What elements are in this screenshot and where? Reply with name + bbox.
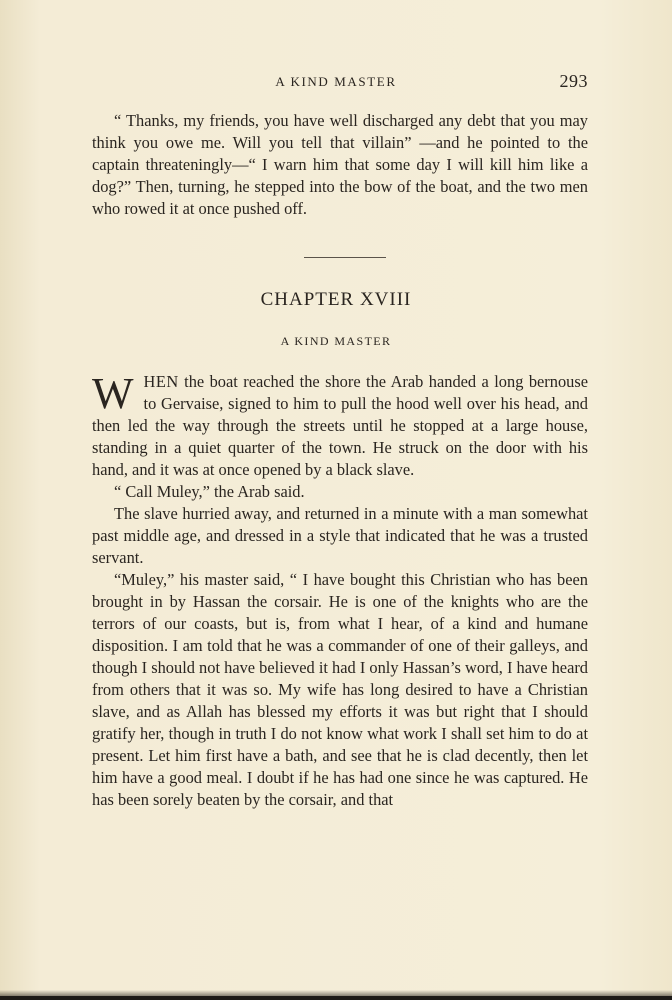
chapter-body — [92, 371, 588, 811]
paragraph: “Muley,” his master said, “ I have bought this Christian who has been brought in by Hassan the corsair. He is one of the knights who are the terrors of our coasts, but is, from what I hear, of a kind and humane disposition. I am told that he was a commander of one of their galleys, and though I should not have believed it had I only Hassan’s word, I have heard from others that it was so. My wife has long desired to have a Christian slave, and as Allah has blessed my efforts it was but right that I should gratify her, though in truth I do not know what work I shall set him to do at present. Let him first have a bath, and see that he is clad decently, then let him have a good meal. I doubt if he has had one since he was captured. He has been sorely beaten by the corsair, and that — [92, 570, 588, 809]
chapter-subtitle: A KIND MASTER — [280, 334, 392, 348]
drop-cap: W — [92, 369, 134, 418]
opening-paragraph-text: the boat reached the shore the Arab handed a long bernouse to Gervaise, signed to him to pull the hood well over his head, and then led the way through the streets until he stopped at a large house, standing in a quiet quarter of the town. He struck on the door with his hand, and it was at once opened by a black slave. — [92, 372, 588, 479]
opening-paragraph — [92, 371, 588, 481]
opening-word: HEN — [143, 372, 179, 391]
paragraph: The slave hurried away, and returned in a minute with a man somewhat past middle age, and dressed in a style that indicated that he was a trusted servant. — [92, 504, 588, 567]
continuation-text — [92, 110, 588, 220]
page-bottom-edge — [0, 996, 672, 1000]
page-number: 293 — [559, 71, 588, 91]
running-title: A KIND MASTER — [275, 74, 397, 89]
continuation-paragraph: “ Thanks, my friends, you have well discharged any debt that you may think you owe me. Will you tell that villain” —and he pointed to the captain threateningly—“ I warn him that some day I will kill him like a dog?” Then, turning, he stepped into the bow of the boat, and the two men who rowed it at once pushed off. — [92, 111, 588, 218]
paragraph: “ Call Muley,” the Arab said. — [114, 482, 305, 501]
chapter-heading: CHAPTER XVIII — [260, 289, 412, 310]
section-divider-rule — [304, 257, 386, 258]
running-head — [0, 71, 672, 94]
